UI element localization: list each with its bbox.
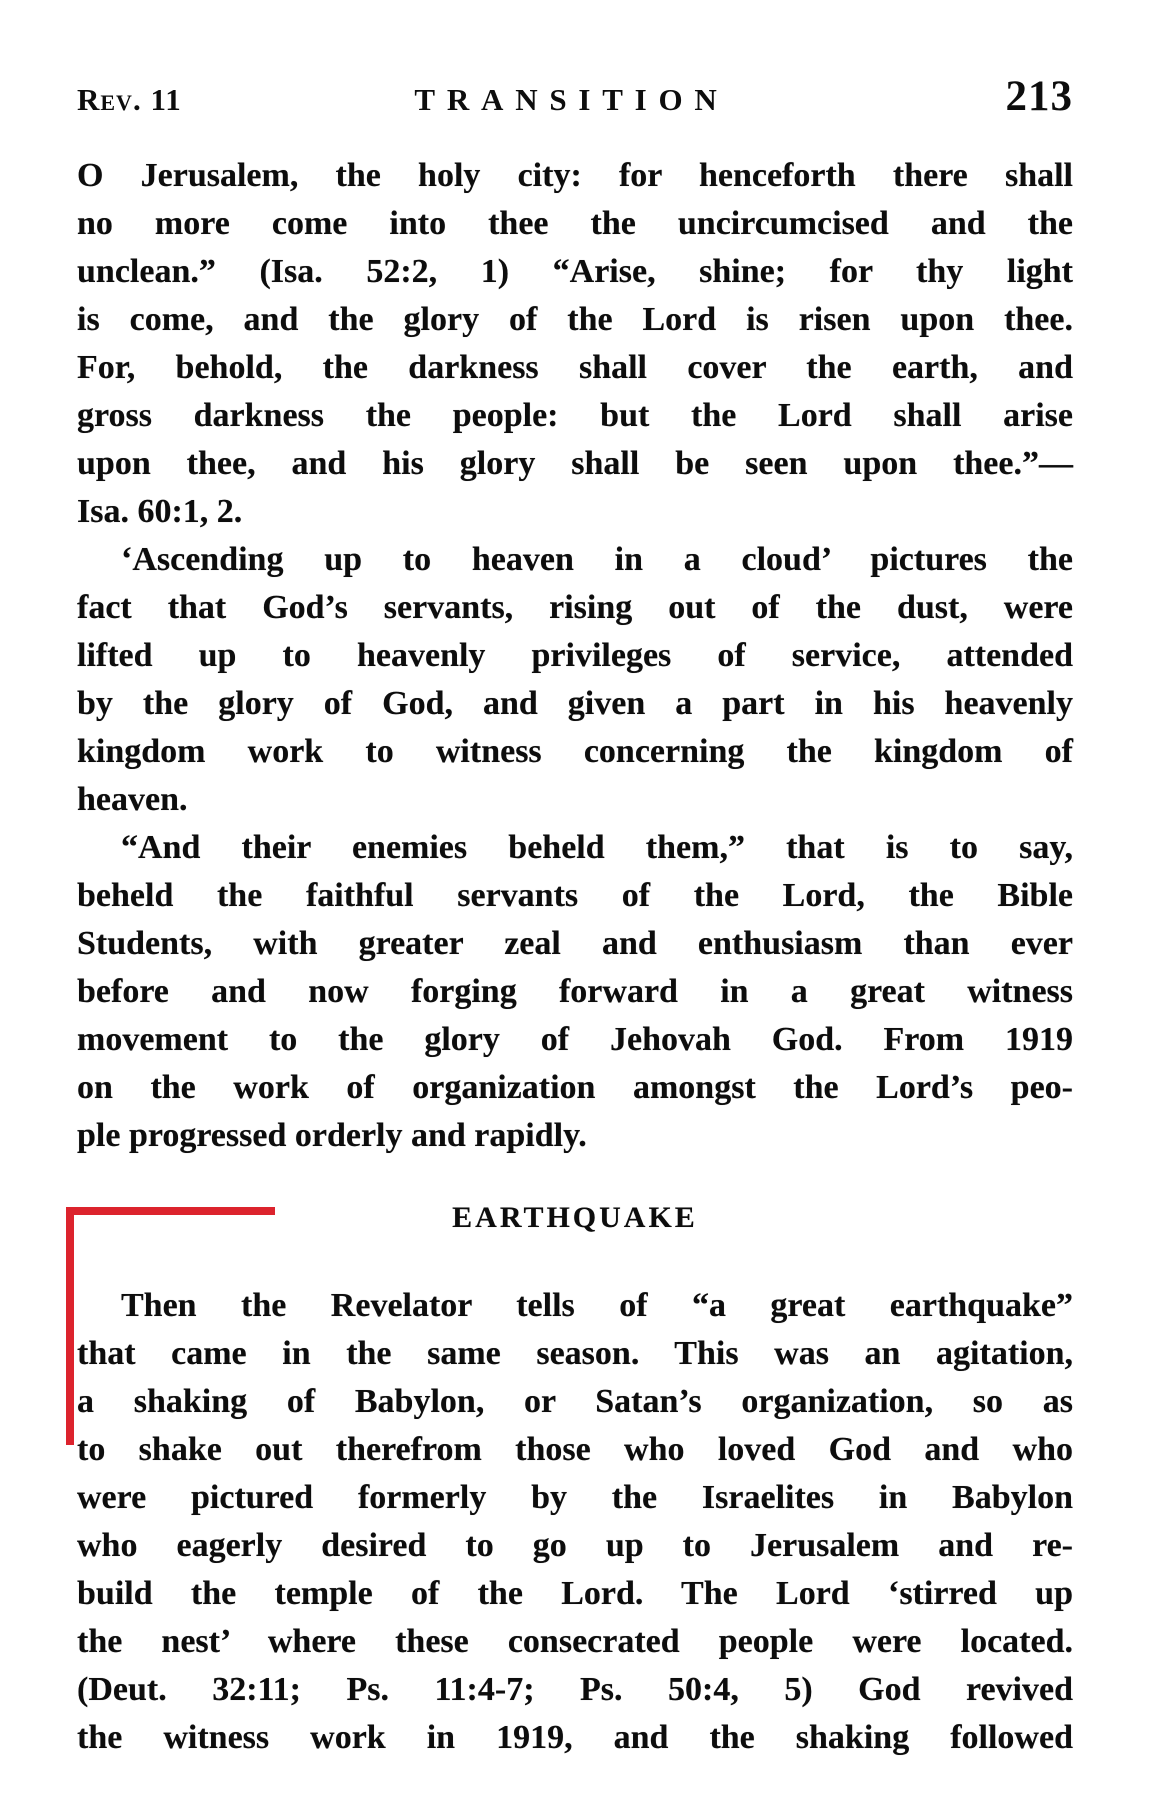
text-line: ‘Ascending up to heaven in a cloud’ pictures the xyxy=(121,541,1073,578)
text-line: movement to the glory of Jehovah God. From 1919 xyxy=(77,1021,1073,1058)
text-line: were pictured formerly by the Israelites in Babylon xyxy=(77,1479,1073,1516)
text-line: who eagerly desired to go up to Jerusalem and re- xyxy=(77,1527,1073,1564)
text-line: Students, with greater zeal and enthusiasm than ever xyxy=(77,925,1073,962)
text-line: Isa. 60:1, 2. xyxy=(77,493,243,530)
text-line: is come, and the glory of the Lord is risen upon thee. xyxy=(77,301,1073,338)
text-column xyxy=(77,152,1073,1762)
paragraph xyxy=(77,536,1073,824)
text-line: gross darkness the people: but the Lord shall arise xyxy=(77,397,1073,434)
section-heading: EARTHQUAKE xyxy=(452,1201,698,1234)
page-number: 213 xyxy=(1005,73,1073,120)
text-line: that came in the same season. This was an agitation, xyxy=(77,1335,1073,1372)
text-line: no more come into thee the uncircumcised and the xyxy=(77,205,1073,242)
text-line: unclean.” (Isa. 52:2, 1) “Arise, shine; for thy light xyxy=(77,253,1073,290)
paragraph xyxy=(77,824,1073,1160)
text-line: lifted up to heavenly privileges of service, attended xyxy=(77,637,1073,674)
text-line: build the temple of the Lord. The Lord ‘stirred up xyxy=(77,1575,1073,1612)
text-line: to shake out therefrom those who loved God and who xyxy=(77,1431,1073,1468)
text-line: ple progressed orderly and rapidly. xyxy=(77,1117,587,1154)
text-line: Then the Revelator tells of “a great earthquake” xyxy=(121,1287,1073,1324)
text-line: “And their enemies beheld them,” that is to say, xyxy=(121,829,1073,866)
text-line: For, behold, the darkness shall cover the earth, and xyxy=(77,349,1073,386)
running-head-title: TRANSITION xyxy=(414,82,729,117)
heading-gap xyxy=(77,1235,1073,1282)
text-line: (Deut. 32:11; Ps. 11:4-7; Ps. 50:4, 5) God revived xyxy=(77,1671,1073,1708)
text-line: the witness work in 1919, and the shaking followed xyxy=(77,1719,1073,1756)
text-line: a shaking of Babylon, or Satan’s organization, so as xyxy=(77,1383,1073,1420)
paragraph xyxy=(77,152,1073,536)
text-line: upon thee, and his glory shall be seen upon thee.”— xyxy=(77,445,1073,482)
text-line: on the work of organization amongst the Lord’s peo- xyxy=(77,1069,1073,1106)
text-line: heaven. xyxy=(77,781,188,818)
text-line: fact that God’s servants, rising out of the dust, were xyxy=(77,589,1073,626)
text-line: by the glory of God, and given a part in his heavenly xyxy=(77,685,1073,722)
text-line: O Jerusalem, the holy city: for henceforth there shall xyxy=(77,157,1073,194)
red-bracket-annotation-horizontal xyxy=(66,1207,275,1215)
running-head-scripture-ref: Rev. 11 xyxy=(77,82,182,117)
red-bracket-annotation-vertical xyxy=(66,1207,74,1445)
text-line: before and now forging forward in a great witness xyxy=(77,973,1073,1010)
text-line: the nest’ where these consecrated people were located. xyxy=(77,1623,1073,1660)
paragraph xyxy=(77,1282,1073,1762)
text-line: kingdom work to witness concerning the kingdom of xyxy=(77,733,1073,770)
running-head xyxy=(77,72,1073,121)
text-line: beheld the faithful servants of the Lord, the Bible xyxy=(77,877,1073,914)
